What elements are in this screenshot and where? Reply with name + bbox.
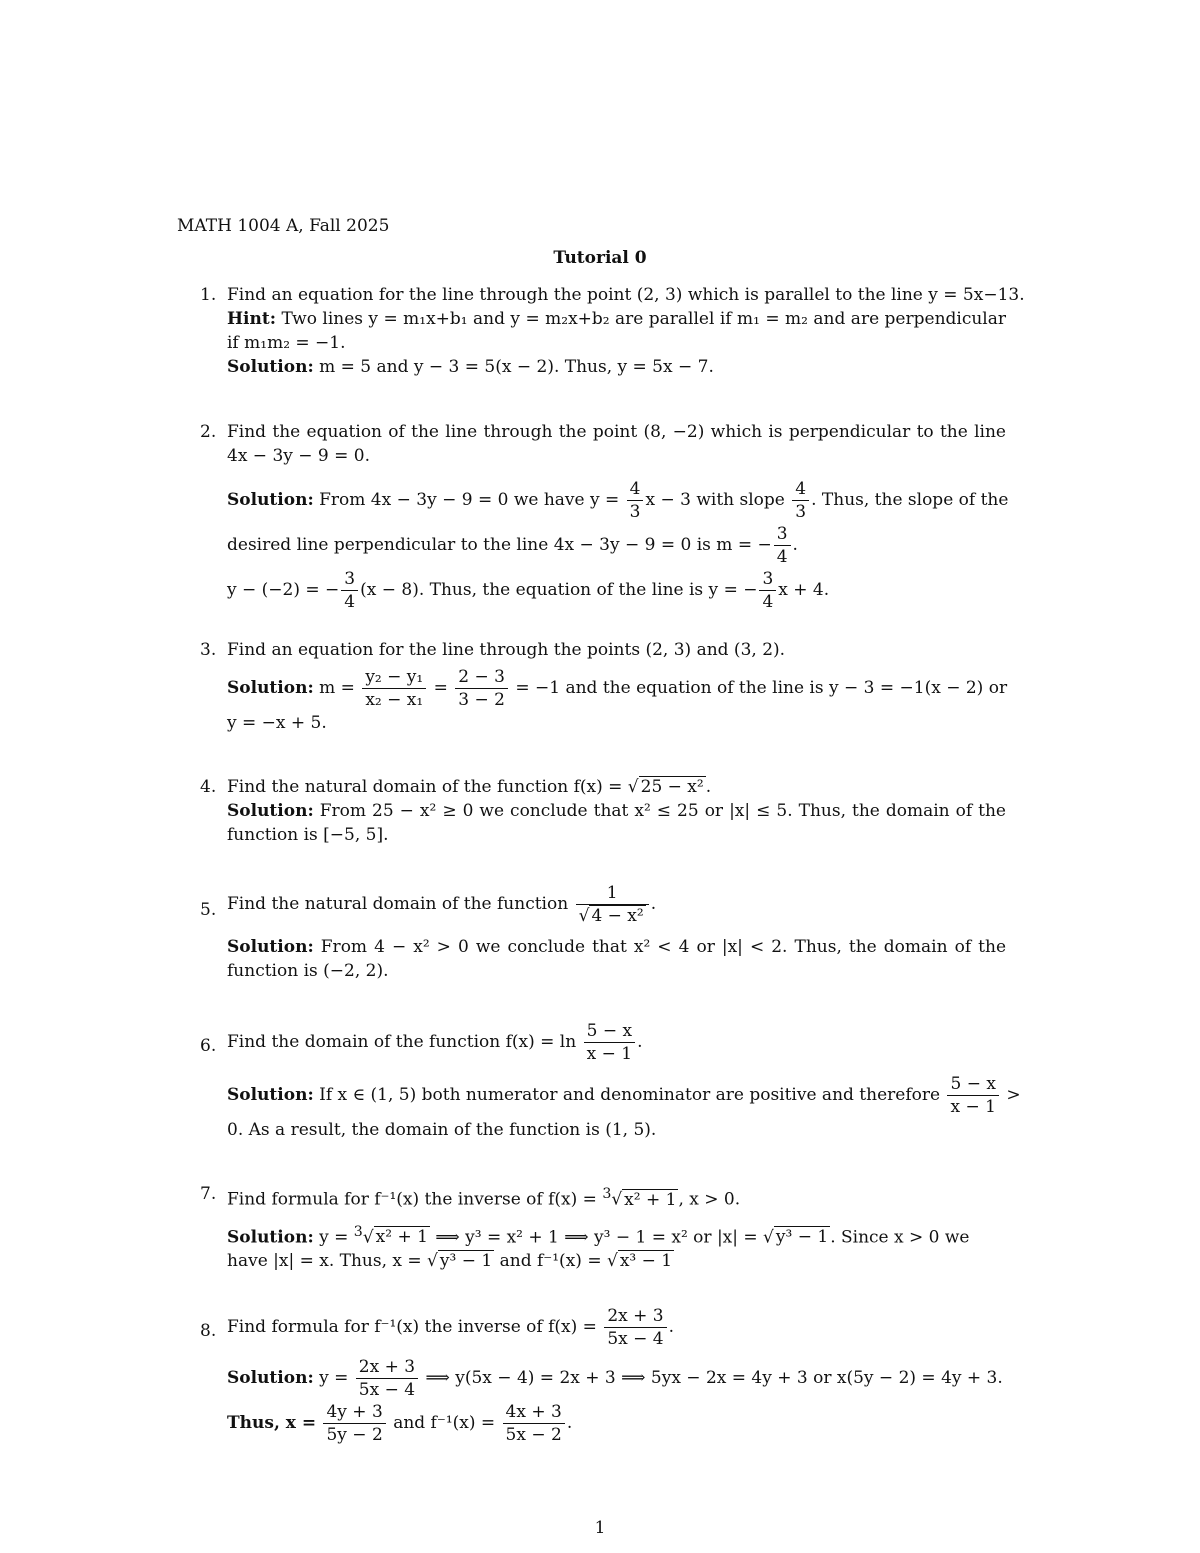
denominator: x₂ − x₁ (365, 690, 424, 710)
solution-text: (x − 8). Thus, the equation of the line is y = − (360, 580, 758, 600)
numerator: 4 (792, 478, 809, 501)
solution-line-1: Solution: y = $^3$√ x² + 1 ⟹ y³ = x² + 1 ⟹ y³ − 1 = x² or |x| = √ y³ − 1 . Since x > 0 we (227, 1223, 970, 1248)
problem-7 (200, 1182, 1006, 1273)
radicand: x² + 1 (624, 1189, 677, 1210)
problem-1 (200, 283, 1025, 379)
solution-text: From 4x − 3y − 9 = 0 we have y = (319, 490, 620, 510)
solution-line-1 (227, 666, 1006, 711)
solution-label: Solution: (227, 937, 314, 957)
question-text: . (650, 894, 657, 914)
solution-line-1 (227, 1356, 1006, 1401)
problem-2 (200, 420, 1009, 613)
problem-number: 2. (200, 422, 217, 442)
denominator: 5x − 4 (607, 1329, 664, 1349)
problem-number: 6. (200, 1036, 217, 1056)
solution-text: y = (319, 1368, 349, 1388)
page-title: Tutorial 0 (553, 248, 647, 268)
fraction (792, 478, 809, 523)
numerator: 4 (627, 478, 644, 501)
solution-label: Solution: (227, 1368, 314, 1388)
solution (227, 799, 1006, 847)
denominator: 5x − 4 (358, 1380, 416, 1400)
fraction (503, 1401, 565, 1446)
radicand: x² + 1 (375, 1227, 428, 1248)
denominator: √ 4 − x² (578, 906, 644, 926)
solution-label: Solution: (227, 1227, 314, 1248)
solution-text: and f⁻¹(x) = (393, 1413, 496, 1433)
question-text: Find the natural domain of the function (227, 894, 569, 914)
radicand: 25 − x² (640, 777, 704, 797)
fraction (341, 568, 358, 613)
denominator: x − 1 (586, 1044, 633, 1064)
solution-text: From 25 − x² ≥ 0 we conclude that x² ≤ 25 or |x| ≤ 5. Thus, the domain of the function is [−5, 5]. (227, 801, 1006, 845)
numerator: 4y + 3 (323, 1401, 385, 1424)
question-text: Find formula for f⁻¹(x) the inverse of f(x) = (227, 1189, 597, 1210)
problem-number: 3. (200, 640, 217, 660)
solution-text: desired line perpendicular to the line 4x − 3y − 9 = 0 is m = − (227, 535, 772, 555)
solution-line-2: have |x| = x. Thus, x = √ y³ − 1 and f⁻¹(x) = √ x³ − 1 (227, 1251, 673, 1272)
fraction (584, 1020, 635, 1065)
solution-line-2 (227, 523, 1006, 568)
solution-label: Solution: (227, 801, 314, 821)
solution-text: Thus, x = (227, 1413, 317, 1433)
question: Find formula for f⁻¹(x) the inverse of f(x) = $^3$√ x² + 1 , x > 0. (227, 1186, 741, 1210)
solution-line-1 (227, 1073, 1021, 1118)
denominator: 5y − 2 (326, 1425, 383, 1445)
hint-text: Two lines y = m₁x+b₁ and y = m₂x+b₂ are parallel if m₁ = m₂ and are perpendicular if m₁m₂ = −1. (227, 309, 1007, 353)
solution-text: . (792, 535, 798, 555)
numerator: 2x + 3 (604, 1305, 666, 1328)
fraction (362, 666, 426, 711)
numerator: 5 − x (947, 1073, 998, 1096)
numerator: 3 (341, 568, 358, 591)
fraction (455, 666, 508, 711)
solution-text: ⟹ y³ = x² + 1 ⟹ y³ − 1 = x² or |x| = (435, 1227, 758, 1248)
question-text: Find the natural domain of the function f(x) = (227, 777, 623, 797)
numerator: 1 (576, 882, 649, 905)
question-text: , x > 0. (678, 1189, 741, 1210)
numerator: 5 − x (584, 1020, 635, 1043)
solution-line-1 (227, 478, 1009, 523)
denominator: 3 − 2 (458, 690, 505, 710)
solution-text: . (566, 1413, 573, 1433)
problem-number: 8. (200, 1321, 217, 1341)
page-number: 1 (594, 1518, 606, 1538)
solution-text: and f⁻¹(x) = (499, 1251, 602, 1272)
question (227, 882, 1006, 927)
solution-label: Solution: (227, 490, 314, 510)
solution-line-3 (227, 568, 1006, 613)
fraction (604, 1305, 666, 1350)
hint-label: Hint: (227, 309, 277, 329)
denominator: 5x − 2 (505, 1425, 562, 1445)
solution (227, 355, 1006, 379)
numerator: 4x + 3 (503, 1401, 565, 1424)
solution-text: = (433, 678, 448, 698)
solution-text: From 4 − x² > 0 we conclude that x² < 4 or |x| < 2. Thus, the domain of the function is (−2, 2). (227, 937, 1006, 981)
root-index: 3 (602, 1186, 612, 1202)
solution-text: have |x| = x. Thus, x = (227, 1251, 422, 1272)
solution-text: > (1006, 1085, 1021, 1105)
question-text: Find the domain of the function f(x) = ln (227, 1032, 577, 1052)
fraction (759, 568, 776, 613)
solution-text: . Thus, the slope of the (811, 490, 1009, 510)
solution-label: Solution: (227, 1085, 314, 1105)
numerator: 3 (774, 523, 791, 546)
solution-line-2 (227, 1401, 1006, 1446)
solution-text: m = (319, 678, 355, 698)
solution-text: ⟹ y(5x − 4) = 2x + 3 ⟹ 5yx − 2x = 4y + 3 or x(5y − 2) = 4y + 3. (425, 1368, 1003, 1388)
solution-text: y = (319, 1227, 349, 1248)
problem-number: 1. (200, 285, 217, 305)
fraction (576, 882, 649, 927)
radicand: y³ − 1 (439, 1251, 493, 1272)
solution-label: Solution: (227, 678, 314, 698)
solution-text: x − 3 with slope (645, 490, 785, 510)
problem-5 (200, 882, 1006, 983)
fraction (627, 478, 644, 523)
solution-text: m = 5 and y − 3 = 5(x − 2). Thus, y = 5x − 7. (319, 357, 714, 377)
numerator: 2 − 3 (455, 666, 508, 689)
denominator: 3 (795, 502, 807, 522)
fraction (947, 1073, 998, 1118)
solution-text: = −1 and the equation of the line is y − 3 = −1(x − 2) or (515, 678, 1008, 698)
radicand: y³ − 1 (775, 1227, 829, 1248)
question-text: . (705, 777, 712, 797)
solution (227, 935, 1006, 983)
question: Find an equation for the line through the points (2, 3) and (3, 2). (227, 640, 786, 660)
root-index: 3 (353, 1223, 363, 1240)
question-text: . (668, 1317, 674, 1337)
solution-text: If x ∈ (1, 5) both numerator and denominator are positive and therefore (319, 1085, 941, 1105)
solution-text: x + 4. (778, 580, 830, 600)
numerator: 3 (759, 568, 776, 591)
solution-text: . Since x > 0 we (830, 1227, 970, 1248)
question-text: . (637, 1032, 643, 1052)
question: Find the natural domain of the function f(x) = √ 25 − x² . (227, 777, 712, 797)
denominator: 4 (344, 592, 356, 612)
numerator: 2x + 3 (356, 1356, 418, 1379)
hint (227, 307, 1006, 355)
denominator: 3 (629, 502, 641, 522)
radicand: x³ − 1 (619, 1251, 673, 1272)
problem-number: 5. (200, 900, 217, 920)
question-text: Find formula for f⁻¹(x) the inverse of f(x) = (227, 1317, 597, 1337)
fraction (323, 1401, 385, 1446)
course-header: MATH 1004 A, Fall 2025 (177, 216, 390, 236)
question (227, 1305, 1006, 1350)
denominator: 4 (776, 547, 788, 567)
solution-text: y − (−2) = − (227, 580, 340, 600)
solution-line-2: y = −x + 5. (227, 713, 327, 733)
fraction (774, 523, 791, 568)
question (227, 1020, 1006, 1065)
question: Find the equation of the line through the point (8, −2) which is perpendicular to the line 4x − 3y − 9 = 0. (227, 422, 1006, 466)
solution-label: Solution: (227, 357, 314, 377)
numerator: y₂ − y₁ (362, 666, 426, 689)
problem-4 (200, 775, 1006, 847)
fraction (356, 1356, 418, 1401)
denominator: 4 (762, 592, 774, 612)
problem-number: 7. (200, 1184, 217, 1204)
problem-6 (200, 1020, 1021, 1142)
radicand: 4 − x² (591, 906, 644, 926)
problem-3 (200, 638, 1006, 735)
solution-line-2: 0. As a result, the domain of the function is (1, 5). (227, 1120, 657, 1140)
problem-number: 4. (200, 777, 217, 797)
question: Find an equation for the line through the point (2, 3) which is parallel to the line y = 5x−13. (227, 285, 1025, 305)
problem-8 (200, 1305, 1006, 1446)
denominator: x − 1 (950, 1097, 996, 1117)
